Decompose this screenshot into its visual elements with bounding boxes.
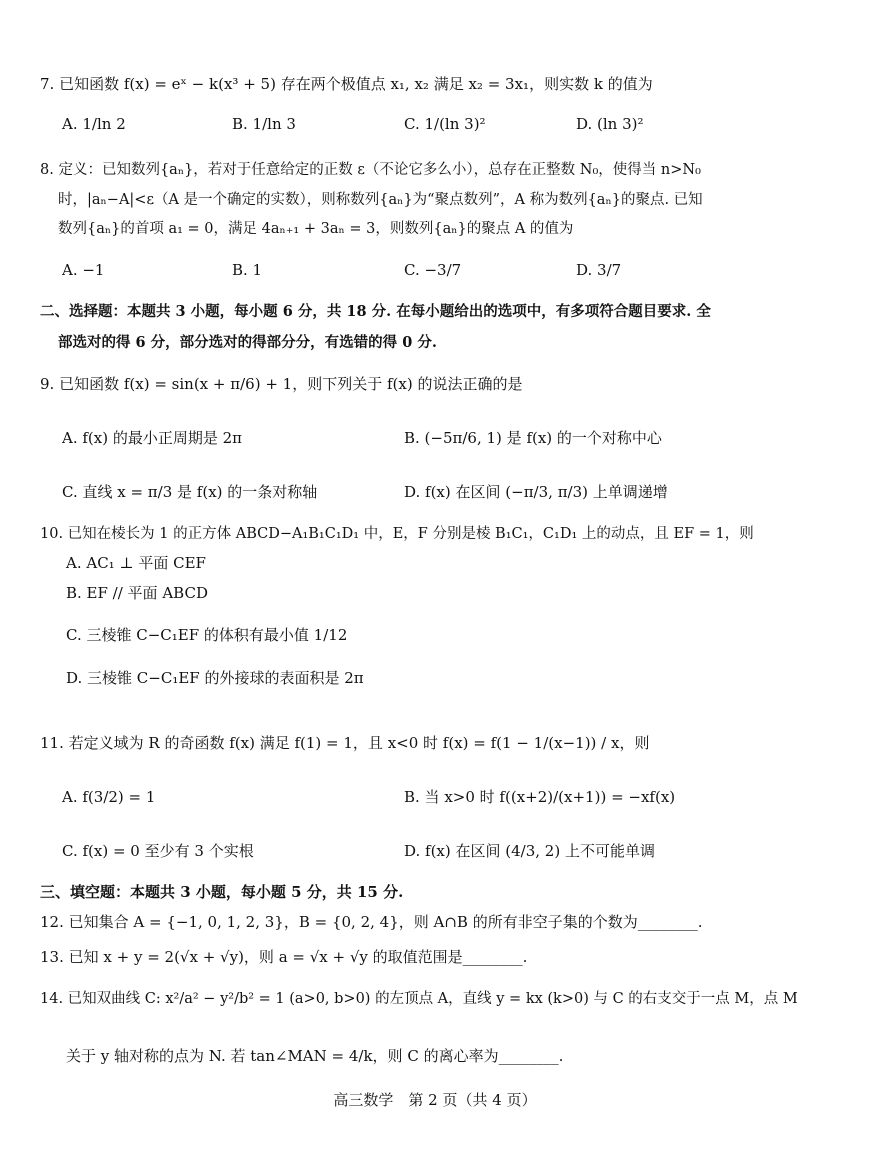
q9-option-d: D. f(x) 在区间 (−π/3, π/3) 上单调递增 xyxy=(404,483,668,501)
section-2-heading-cont: 部选对的得 6 分，部分选对的得部分分，有选错的得 0 分. xyxy=(58,334,437,351)
q10-option-a: A. AC₁ ⊥ 平面 CEF xyxy=(66,554,206,572)
q8-option-b: B. 1 xyxy=(232,261,263,279)
q8-line-1: 8. 定义：已知数列{aₙ}，若对于任意给定的正数 ε（不论它多么小），总存在正整数 N₀，使得当 n>N₀ xyxy=(40,162,701,178)
q8-option-a: A. −1 xyxy=(62,261,105,279)
q11-option-c: C. f(x) = 0 至少有 3 个实根 xyxy=(62,842,254,860)
q8-option-c: C. −3/7 xyxy=(404,261,462,279)
q14-line-2: 关于 y 轴对称的点为 N. 若 tan∠MAN = 4/k，则 C 的离心率为________. xyxy=(66,1047,564,1065)
q8-line-2: 时，|aₙ−A|<ε（A 是一个确定的实数），则称数列{aₙ}为“聚点数列”，A 称为数列{aₙ}的聚点. 已知 xyxy=(58,192,703,208)
q7-option-a: A. 1/ln 2 xyxy=(62,115,126,133)
q8-line-3: 数列{aₙ}的首项 a₁ = 0，满足 4aₙ₊₁ + 3aₙ = 3，则数列{aₙ}的聚点 A 的值为 xyxy=(58,221,574,237)
q7-option-b: B. 1/ln 3 xyxy=(232,115,296,133)
q9-stem: 9. 已知函数 f(x) = sin(x + π/6) + 1，则下列关于 f(x) 的说法正确的是 xyxy=(40,375,523,393)
q11-option-b: B. 当 x>0 时 f((x+2)/(x+1)) = −xf(x) xyxy=(404,788,676,806)
q10-option-b: B. EF // 平面 ABCD xyxy=(66,584,208,602)
q13-stem: 13. 已知 x + y = 2(√x + √y)，则 a = √x + √y 的取值范围是________. xyxy=(40,948,528,966)
q11-stem: 11. 若定义域为 R 的奇函数 f(x) 满足 f(1) = 1，且 x<0 时 f(x) = f(1 − 1/(x−1)) / x，则 xyxy=(40,734,650,752)
q10-stem: 10. 已知在棱长为 1 的正方体 ABCD−A₁B₁C₁D₁ 中，E，F 分别是棱 B₁C₁，C₁D₁ 上的动点，且 EF = 1，则 xyxy=(40,526,754,542)
q7-option-d: D. (ln 3)² xyxy=(576,115,644,133)
q10-option-d: D. 三棱锥 C−C₁EF 的外接球的表面积是 2π xyxy=(66,669,364,687)
q14-line-1: 14. 已知双曲线 C: x²/a² − y²/b² = 1 (a>0, b>0) 的左顶点 A，直线 y = kx (k>0) 与 C 的右支交于一点 M，点 M xyxy=(40,991,798,1007)
q9-option-c: C. 直线 x = π/3 是 f(x) 的一条对称轴 xyxy=(62,483,318,501)
page-footer: 高三数学 第 2 页（共 4 页） xyxy=(333,1091,537,1109)
q8-option-d: D. 3/7 xyxy=(576,261,622,279)
q11-option-a: A. f(3/2) = 1 xyxy=(62,788,156,806)
q12-stem: 12. 已知集合 A = {−1, 0, 1, 2, 3}，B = {0, 2, 4}，则 A∩B 的所有非空子集的个数为________. xyxy=(40,913,703,931)
q9-option-a: A. f(x) 的最小正周期是 2π xyxy=(62,429,243,447)
q7-stem: 7. 已知函数 f(x) = eˣ − k(x³ + 5) 存在两个极值点 x₁, x₂ 满足 x₂ = 3x₁，则实数 k 的值为 xyxy=(40,75,653,93)
q11-option-d: D. f(x) 在区间 (4/3, 2) 上不可能单调 xyxy=(404,842,655,860)
section-2-heading: 二、选择题：本题共 3 小题，每小题 6 分，共 18 分. 在每小题给出的选项中，有多项符合题目要求. 全 xyxy=(40,303,711,320)
q7-option-c: C. 1/(ln 3)² xyxy=(404,115,486,133)
q9-option-b: B. (−5π/6, 1) 是 f(x) 的一个对称中心 xyxy=(404,429,662,447)
section-3-heading: 三、填空题：本题共 3 小题，每小题 5 分，共 15 分. xyxy=(40,883,404,901)
q10-option-c: C. 三棱锥 C−C₁EF 的体积有最小值 1/12 xyxy=(66,626,348,644)
